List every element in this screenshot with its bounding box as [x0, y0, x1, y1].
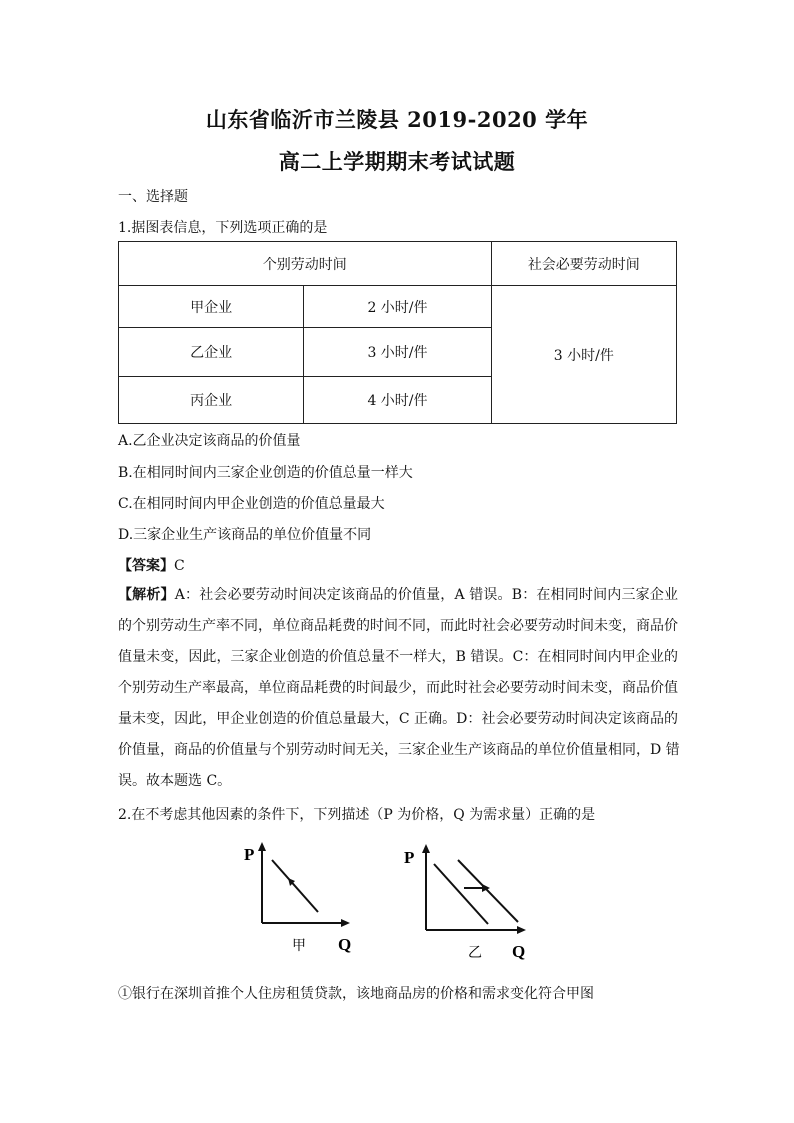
analysis-line: A：社会必要劳动时间决定该商品的价值量，A 错误。B：在相同时间内三家企业	[174, 587, 679, 603]
x-axis-label: Q	[512, 942, 526, 961]
analysis-line: 量未变，因此，甲企业创造的价值总量最大，C 正确。D：社会必要劳动时间决定该商品的	[118, 711, 678, 727]
option-b: B.在相同时间内三家企业创造的价值总量一样大	[118, 465, 413, 481]
x-axis-arrow-icon	[341, 919, 350, 927]
analysis-paragraph	[118, 580, 678, 797]
table-cell-company: 丙企业	[119, 377, 304, 424]
table-cell-time: 3 小时/件	[304, 328, 491, 377]
table-cell-company: 甲企业	[119, 286, 304, 328]
table-cell-time: 4 小时/件	[304, 377, 491, 424]
y-axis-label: P	[244, 845, 255, 864]
y-axis-label: P	[404, 848, 415, 867]
analysis-line: 值量未变，因此，三家企业创造的价值总量不一样大，B 错误。C：在相同时间内甲企业的	[118, 649, 678, 665]
question-1-stem: 1.据图表信息，下列选项正确的是	[118, 220, 328, 236]
analysis-line: 的个别劳动生产率不同，单位商品耗费的时间不同，而此时社会必要劳动时间未变，商品价	[118, 618, 678, 634]
demand-graph-yi	[398, 838, 538, 964]
analysis-label: 【解析】	[118, 587, 175, 603]
table-cell-time: 2 小时/件	[304, 286, 491, 328]
demand-graph-jia	[238, 838, 360, 960]
analysis-line: 价值量，商品的价值量与个别劳动时间无关，三家企业生产该商品的单位价值量相同，D 错	[118, 742, 680, 758]
answer-line	[118, 555, 185, 575]
analysis-line: 误。故本题选 C。	[118, 773, 232, 789]
x-axis-label: Q	[338, 935, 352, 954]
header-social-labor-time: 社会必要劳动时间	[491, 242, 676, 286]
labor-time-table	[118, 241, 677, 424]
y-axis-arrow-icon	[258, 842, 266, 851]
answer-value: C	[174, 558, 185, 574]
x-axis-arrow-icon	[517, 926, 526, 934]
section-heading: 一、选择题	[118, 189, 188, 205]
analysis-line: 个别劳动生产率最高，单位商品耗费的时间最少，而此时社会必要劳动时间未变，商品价值	[118, 680, 678, 696]
demand-curve	[272, 860, 318, 912]
graph-caption: 乙	[468, 945, 482, 961]
question-2-stem: 2.在不考虑其他因素的条件下，下列描述（P 为价格，Q 为需求量）正确的是	[118, 807, 596, 823]
option-d: D.三家企业生产该商品的单位价值量不同	[118, 527, 372, 543]
demand-curve-shifted	[458, 860, 518, 922]
answer-label: 【答案】	[118, 558, 174, 574]
option-a: A.乙企业决定该商品的价值量	[118, 433, 301, 449]
y-axis-arrow-icon	[422, 844, 430, 853]
document-title-line2: 高二上学期期末考试试题	[278, 149, 516, 174]
table-cell-social-time: 3 小时/件	[491, 286, 676, 424]
header-individual-labor-time: 个别劳动时间	[119, 242, 492, 286]
document-title-line1: 山东省临沂市兰陵县 2019-2020 学年	[205, 107, 589, 132]
option-c: C.在相同时间内甲企业创造的价值总量最大	[118, 496, 385, 512]
graph-caption: 甲	[292, 938, 306, 954]
table-cell-company: 乙企业	[119, 328, 304, 377]
question-2-item-1: ①银行在深圳首推个人住房租赁贷款，该地商品房的价格和需求变化符合甲图	[118, 986, 594, 1002]
demand-curve-original	[434, 864, 488, 924]
